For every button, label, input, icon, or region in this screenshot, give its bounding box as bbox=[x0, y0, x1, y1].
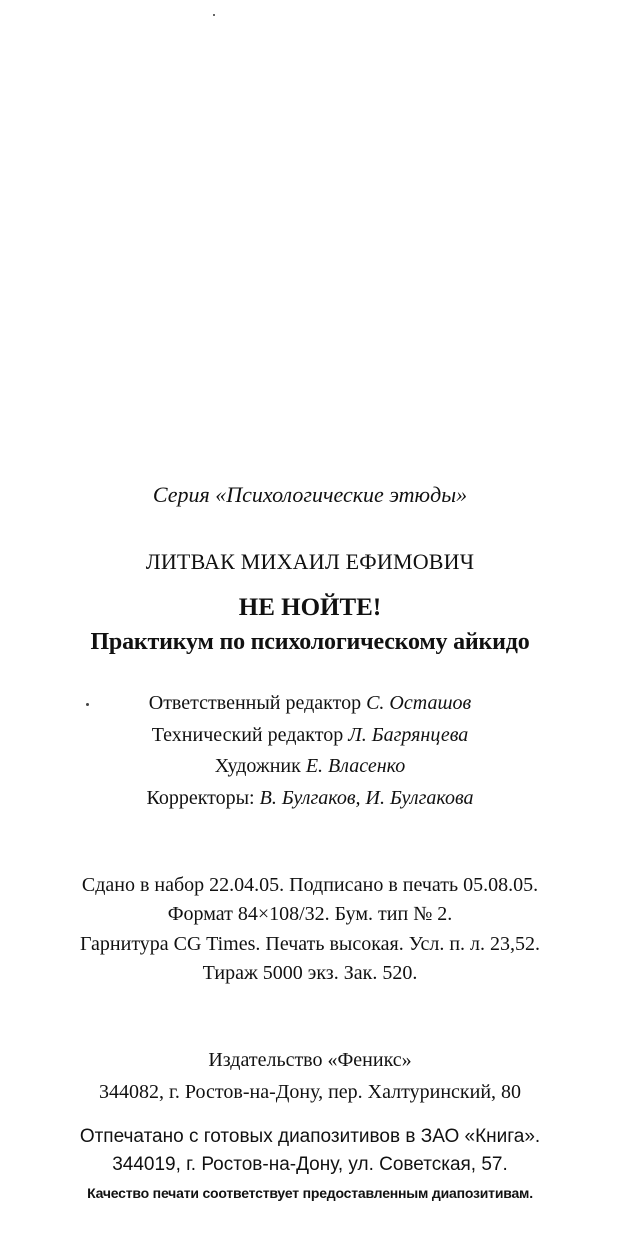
credit-line-tech-editor bbox=[0, 725, 620, 745]
credit-name: Л. Багрянцева bbox=[348, 724, 469, 746]
publisher-address: 344082, г. Ростов-на-Дону, пер. Халтуринский, 80 bbox=[98, 1081, 522, 1103]
book-subtitle: Практикум по психологическому айкидо bbox=[90, 629, 530, 655]
credit-line-artist bbox=[0, 756, 620, 776]
printer-address: 344019, г. Ростов-на-Дону, ул. Советская, 57. bbox=[112, 1154, 508, 1175]
credit-line-editor bbox=[0, 693, 620, 713]
credit-line-proofreaders bbox=[0, 788, 620, 808]
credit-role: Художник bbox=[214, 755, 301, 777]
series-name: Серия «Психологические этюды» bbox=[152, 482, 468, 507]
credit-name: Е. Власенко bbox=[305, 755, 406, 777]
credit-role: Корректоры: bbox=[146, 787, 255, 809]
credit-name: С. Осташов bbox=[366, 692, 472, 714]
imprint-typeface: Гарнитура CG Times. Печать высокая. Усл. п. л. 23,52. bbox=[79, 933, 541, 955]
imprint-print-run: Тираж 5000 экз. Зак. 520. bbox=[202, 962, 418, 984]
imprint-dates: Сдано в набор 22.04.05. Подписано в печать 05.08.05. bbox=[81, 874, 539, 896]
publisher-name: Издательство «Феникс» bbox=[208, 1049, 412, 1071]
credit-role: Технический редактор bbox=[151, 724, 344, 746]
book-title: НЕ НОЙТЕ! bbox=[238, 594, 382, 621]
scan-speck bbox=[213, 14, 215, 16]
imprint-format: Формат 84×108/32. Бум. тип № 2. bbox=[167, 903, 453, 925]
print-quality-note: Качество печати соответствует предоставленным диапозитивам. bbox=[87, 1185, 533, 1201]
credit-role: Ответственный редактор bbox=[148, 692, 362, 714]
author-name: ЛИТВАК МИХАИЛ ЕФИМОВИЧ bbox=[145, 549, 475, 574]
credit-name: В. Булгаков, И. Булгакова bbox=[259, 787, 474, 809]
printer-line: Отпечатано с готовых диапозитивов в ЗАО «Книга». bbox=[79, 1126, 541, 1147]
